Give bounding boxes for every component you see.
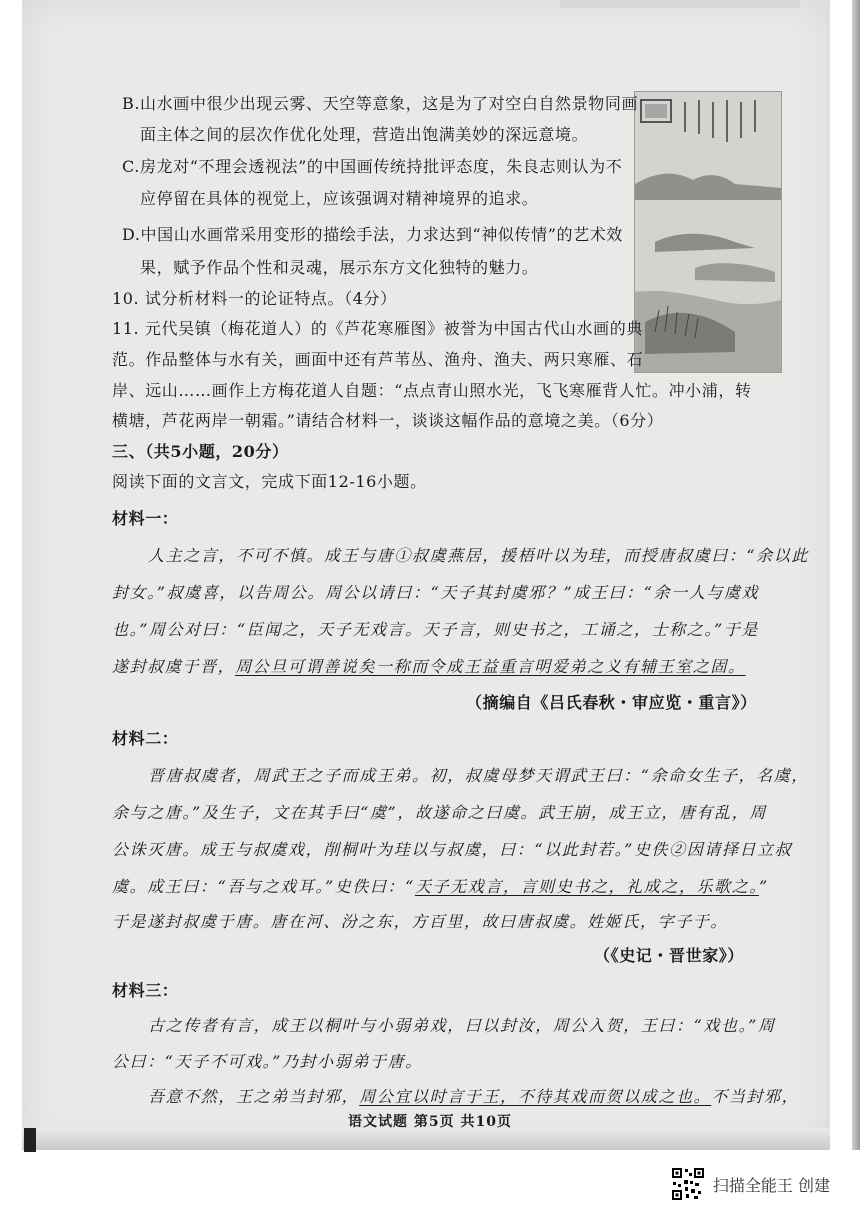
scanner-watermark	[671, 1168, 830, 1200]
option-c-line-2: 应停留在具体的视觉上，应该强调对精神境界的追求。	[140, 189, 539, 208]
material-2-line-3: 公诛灭唐。成王与叔虞戏，削桐叶为珪以与叔虞，曰：“以此封若。”史佚②因请择日立叔	[112, 840, 793, 859]
page-right-edge	[852, 0, 860, 1150]
scan-marker	[24, 1128, 36, 1152]
material-1-line-4	[112, 657, 746, 677]
material-2-title: 材料二：	[112, 729, 179, 748]
option-d-line-2: 果，赋予作品个性和灵魂，展示东方文化独特的魅力。	[140, 258, 539, 277]
option-b-line-1: B.山水画中很少出现云雾、天空等意象，这是为了对空白自然景物同画	[122, 94, 639, 113]
material-1-title: 材料一：	[112, 509, 179, 528]
material-3-underlined-sentence: 周公宜以时言于王，不待其戏而贺以成之也。	[359, 1087, 712, 1106]
material-3-line-2: 公曰：“天子不可戏。”乃封小弱弟于唐。	[112, 1052, 423, 1071]
material-2-line-5: 于是遂封叔虞于唐。唐在河、汾之东，方百里，故曰唐叔虞。姓姬氏，字子于。	[112, 912, 729, 931]
watermark-text: 扫描全能王 创建	[712, 1175, 830, 1195]
page-bottom-edge	[22, 1128, 830, 1150]
material-2-line-1: 晋唐叔虞者，周武王之子而成王弟。初，叔虞母梦天谓武王曰：“余命女生子，名虞，	[148, 766, 809, 785]
material-1-line-2: 封女。”叔虞喜，以告周公。周公以请曰：“天子其封虞邪？”成王曰：“余一人与虞戏	[112, 583, 760, 602]
option-c-line-1: C.房龙对“不理会透视法”的中国画传统持批评态度，朱良志则认为不	[122, 157, 623, 176]
option-d-line-1: D.中国山水画常采用变形的描绘手法，力求达到“神似传情”的艺术效	[122, 225, 623, 244]
material-3-title: 材料三：	[112, 981, 179, 1000]
material-1-line-1: 人主之言，不可不慎。成王与唐①叔虞燕居，援梧叶以为珪，而授唐叔虞曰：“余以此	[148, 546, 809, 565]
material-1-source: （摘编自《吕氏春秋・审应览・重言》）	[466, 693, 757, 712]
material-1-line-3: 也。”周公对曰：“臣闻之，天子无戏言。天子言，则史书之，工诵之，士称之。”于是	[112, 620, 759, 639]
material-3-line-3-start: 吾意不然，王之弟当封邪，	[148, 1087, 360, 1106]
page-top-edge	[560, 0, 800, 8]
section-3-heading: 三、（共5小题，20分）	[112, 442, 289, 461]
material-2-line-2: 余与之唐。”及生子，文在其手曰“虞”，故遂命之曰虞。武王崩，成王立，唐有乱，周	[112, 803, 767, 822]
material-3-line-1: 古之传者有言，成王以桐叶与小弱弟戏，曰以封汝，周公入贺，王曰：“戏也。”周	[148, 1016, 776, 1035]
material-2-underlined-sentence: 天子无戏言，言则史书之，礼成之，乐歌之。	[414, 877, 759, 896]
material-1-line-4-plain: 遂封叔虞于晋，	[112, 657, 236, 676]
material-2-source: （《史记・晋世家》）	[594, 946, 745, 965]
section-3-instruction: 阅读下面的文言文，完成下面12-16小题。	[112, 472, 427, 491]
material-3-line-3-end: 不当封邪，	[711, 1087, 800, 1106]
option-b-line-2: 面主体之间的层次作优化处理，营造出饱满美妙的深远意境。	[140, 125, 589, 144]
question-11-line-2: 范。作品整体与水有关，画面中还有芦苇丛、渔舟、渔夫、两只寒雁、石	[112, 350, 644, 369]
question-11-line-3: 岸、远山……画作上方梅花道人自题：“点点青山照水光，飞飞寒雁背人忙。冲小浦，转	[112, 381, 752, 400]
question-11-line-1: 11. 元代吴镇（梅花道人）的《芦花寒雁图》被誉为中国古代山水画的典	[112, 319, 643, 338]
question-11-line-4: 横塘，芦花两岸一朝霜。”请结合材料一，谈谈这幅作品的意境之美。（6分）	[112, 411, 664, 430]
page-footer: 语文试题 第5页 共10页	[348, 1114, 512, 1130]
material-2-line-4-plain: 虞。成王曰：“吾与之戏耳。”史佚曰：“	[112, 877, 415, 896]
material-1-underlined-sentence: 周公旦可谓善说矣一称而令成王益重言明爱弟之义有辅王室之固。	[235, 657, 746, 676]
material-2-line-4-end: ”	[758, 877, 769, 896]
material-2-line-4	[112, 877, 769, 897]
material-3-line-3	[148, 1087, 799, 1107]
qr-code-icon	[671, 1167, 705, 1201]
question-10: 10. 试分析材料一的论证特点。（4分）	[112, 289, 397, 308]
landscape-painting-image	[634, 91, 782, 373]
